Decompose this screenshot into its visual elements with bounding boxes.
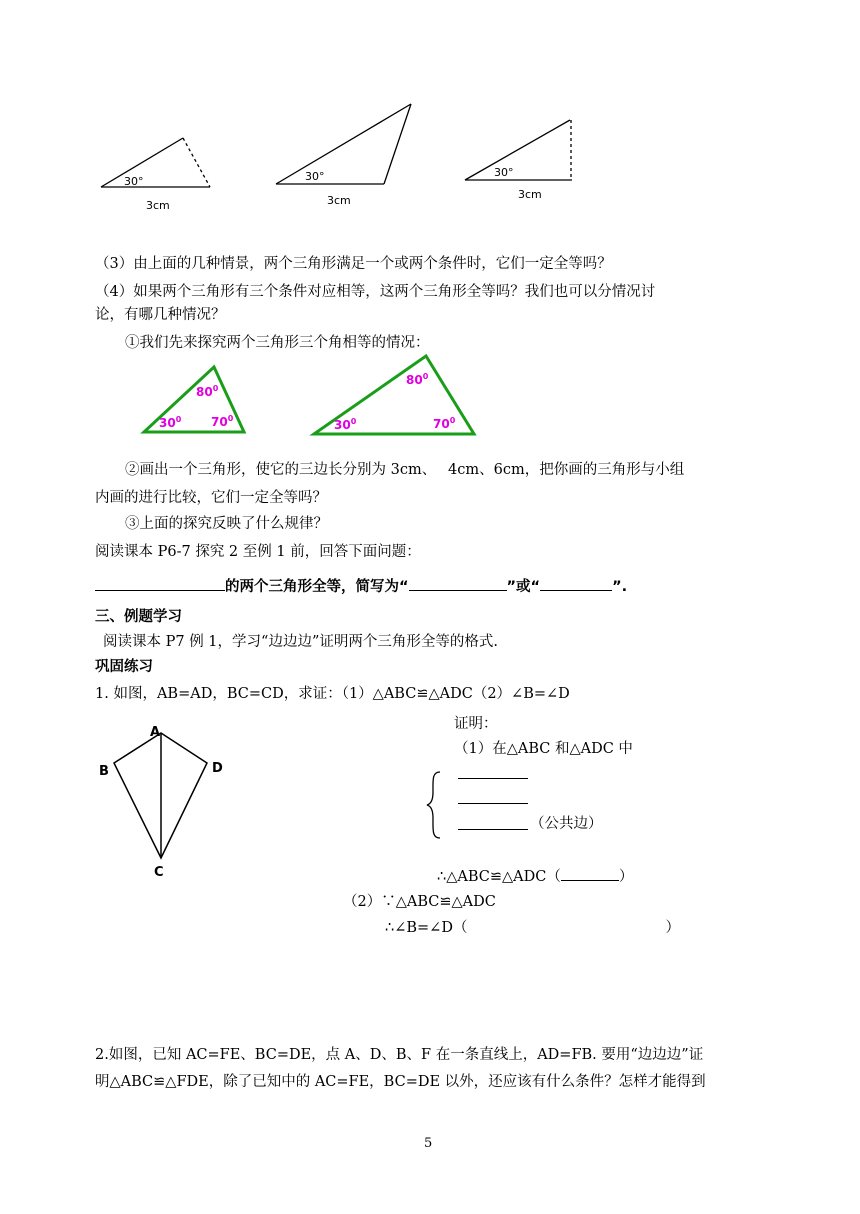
reason-blank-1[interactable]	[561, 866, 619, 881]
question-2-line2: 明△ABC≌△FDE，除了已知中的 AC=FE，BC=DE 以外，还应该有什么条件？怎样才能得到	[95, 1074, 706, 1090]
fill-text-b: ”或“	[506, 579, 541, 595]
section-3-heading: 三、例题学习	[95, 609, 182, 625]
case-2-line2: 内画的进行比较，它们一定全等吗？	[95, 490, 327, 506]
vertex-a: A	[150, 725, 161, 740]
triangle-1-side: 3cm	[146, 199, 170, 212]
vertex-c: C	[154, 865, 164, 880]
kite-figure	[95, 718, 235, 883]
case-1-text: ①我们先来探究两个三角形三个角相等的情况：	[125, 335, 430, 351]
paragraph-4-line1: （4）如果两个三角形有三个条件对应相等，这两个三角形全等吗？我们也可以分情况讨	[95, 284, 656, 300]
small-angle-right: $70^0$	[211, 414, 234, 429]
vertex-d: D	[212, 761, 223, 776]
small-angle-top: $80^0$	[196, 384, 219, 399]
therefore-angles	[385, 918, 680, 938]
because-congruent: （2）∵△ABC≌△ADC	[343, 894, 496, 910]
blank-short-form-1[interactable]	[409, 576, 507, 591]
fill-text-c: ”.	[612, 579, 628, 595]
question-1: 1. 如图，AB=AD，BC=CD，求证：（1）△ABC≌△ADC（2）∠B=∠D	[95, 686, 570, 702]
therefore-angles-close: ）	[665, 920, 680, 936]
large-angle-left: $30^0$	[334, 417, 357, 432]
fill-in-sentence	[95, 576, 627, 597]
triangle-1-angle: 30°	[124, 175, 144, 188]
triangle-3	[465, 120, 572, 180]
therefore-congruent-text: ∴△ABC≌△ADC（	[437, 869, 561, 885]
proof-label: 证明：	[454, 716, 498, 732]
vertex-b: B	[99, 764, 109, 779]
common-side-label: （公共边）	[530, 816, 603, 832]
triangle-3-side: 3cm	[518, 188, 542, 201]
reading-example: 阅读课本 P7 例 1，学习“边边边”证明两个三角形全等的格式.	[103, 634, 498, 650]
triangle-1	[101, 138, 210, 187]
triangle-2-angle: 30°	[305, 170, 325, 183]
triangles-30deg-figure	[95, 95, 585, 215]
case-3-text: ③上面的探究反映了什么规律？	[125, 516, 328, 532]
proof-part-1: （1）在△ABC 和△ADC 中	[454, 741, 633, 757]
triangle-2	[276, 104, 411, 184]
brace	[424, 770, 446, 840]
fill-text-a: 的两个三角形全等，简写为“	[225, 579, 409, 595]
large-angle-top: $80^0$	[406, 372, 429, 387]
therefore-congruent-close: ）	[618, 869, 634, 885]
blank-condition[interactable]	[95, 576, 225, 591]
blank-short-form-2[interactable]	[540, 576, 612, 591]
paragraph-3: （3）由上面的几种情景，两个三角形满足一个或两个条件时，它们一定全等吗？	[95, 256, 612, 272]
page-number: 5	[424, 1136, 433, 1151]
proof-blank-2[interactable]	[458, 803, 528, 804]
small-angle-left: $30^0$	[159, 415, 182, 430]
case-2-line1: ②画出一个三角形，使它的三边长分别为 3cm、 4cm、6cm，把你画的三角形与小组	[125, 462, 685, 478]
proof-blank-3[interactable]	[458, 829, 528, 830]
angle-triangles-figure	[135, 350, 485, 440]
proof-blank-1[interactable]	[458, 778, 528, 779]
therefore-angles-text: ∴∠B=∠D（	[385, 920, 468, 936]
therefore-congruent	[437, 866, 633, 887]
reading-instruction: 阅读课本 P6-7 探究 2 至例 1 前，回答下面问题：	[95, 544, 421, 560]
large-angle-right: $70^0$	[433, 416, 456, 431]
practice-heading: 巩固练习	[95, 659, 153, 675]
paragraph-4-line2: 论，有哪几种情况？	[95, 307, 226, 323]
triangle-3-angle: 30°	[494, 166, 514, 179]
triangle-2-side: 3cm	[327, 194, 351, 207]
question-2-line1: 2.如图，已知 AC=FE、BC=DE，点 A、D、B、F 在一条直线上，AD=FB. 要用“边边边”证	[95, 1047, 704, 1063]
